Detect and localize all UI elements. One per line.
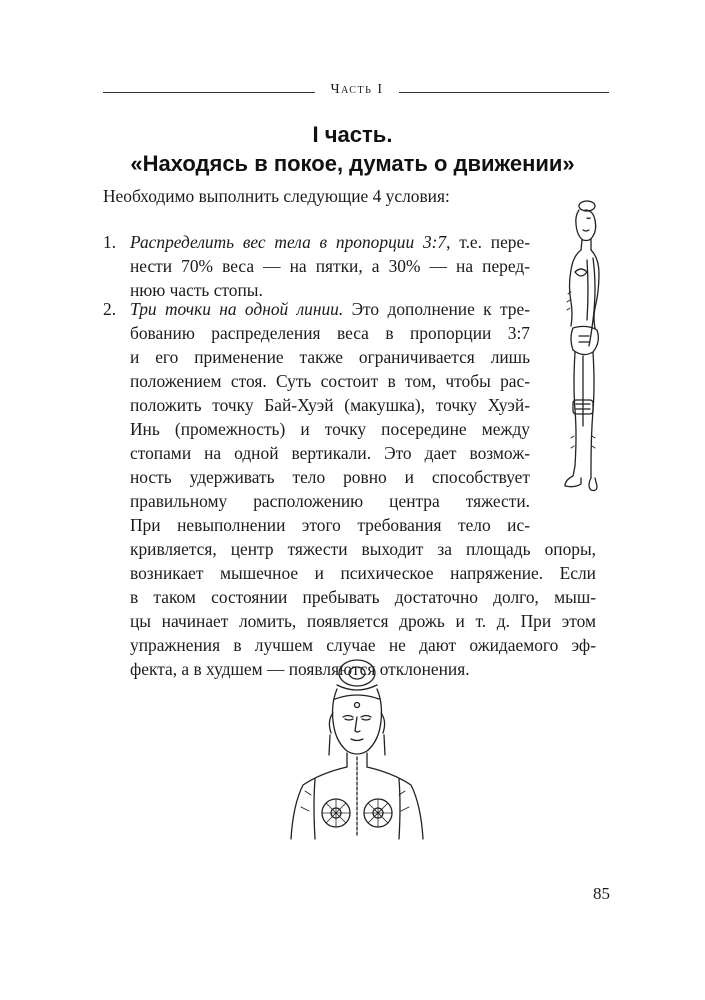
list-item-2-line-14: цы начинает ломить, появляется дрожь и т. д. При этом (130, 611, 596, 631)
standing-figure-illustration (535, 196, 625, 501)
list-item-2-line-10: При невыполнении этого требования тело ис- (130, 515, 530, 535)
list-item-2-line-8: ность удерживать тело ровно и способствует (130, 467, 530, 487)
intro-paragraph: Необходимо выполнить следующие 4 условия: (103, 186, 450, 206)
running-head-label: Часть I (330, 82, 384, 97)
list-item-2-line-6: Инь (промежность) и точку посередине между (130, 419, 530, 439)
list-item-2-line-2: бованию распределения веса в пропорции 3:7 (130, 323, 530, 343)
list-item-2-emphasis: Три точки на одной линии. (130, 299, 344, 319)
bust-figure-illustration (285, 655, 430, 840)
list-item-1-line-2: нести 70% веса — на пятки, а 30% — на перед- (130, 256, 530, 276)
list-item-2-line-5: положить точку Бай-Хуэй (макушка), точку Хуэй- (130, 395, 530, 415)
list-item-2-line-1: Три точки на одной линии. Это дополнение к тре- (130, 299, 530, 319)
list-item-1 (130, 230, 530, 302)
list-item-2-line-12: возникает мышечное и психическое напряжение. Если (130, 563, 596, 583)
running-head (103, 82, 609, 102)
list-item-2-line-15: упражнения в лучшем случае не дают ожидаемого эф- (130, 635, 596, 655)
list-item-2-line-7: стопами на одной вертикали. Это дает возмож- (130, 443, 530, 463)
running-head-rule-right (399, 92, 609, 93)
chapter-title-line-1: I часть. (312, 122, 393, 147)
list-item-2-line-16: фекта, а в худшем — появляются отклонения. (130, 659, 470, 679)
list-item-2-line-13: в таком состоянии пребывать достаточно долго, мыш- (130, 587, 596, 607)
page-number: 85 (593, 884, 610, 903)
list-item-2 (130, 297, 596, 681)
list-item-2-number: 2. (103, 299, 117, 319)
list-item-2-line-4: положением стоя. Суть состоит в том, чтобы рас- (130, 371, 530, 391)
running-head-rule-left (103, 92, 315, 93)
list-item-1-line-1: Распределить вес тела в пропорции 3:7, т.е. пере- (130, 232, 531, 252)
list-item-1-line-3: нюю часть стопы. (130, 280, 263, 300)
chapter-title-line-2: «Находясь в покое, думать о движении» (130, 151, 575, 176)
list-item-2-line-3: и его применение также ограничивается лишь (130, 347, 530, 367)
list-item-2-line-11: кривляется, центр тяжести выходит за площадь опоры, (130, 539, 596, 559)
list-item-1-emphasis: Распределить вес тела в пропорции 3:7 (130, 232, 447, 252)
list-item-2-line-9: правильному расположению центра тяжести. (130, 491, 530, 511)
list-item-1-number: 1. (103, 232, 117, 252)
